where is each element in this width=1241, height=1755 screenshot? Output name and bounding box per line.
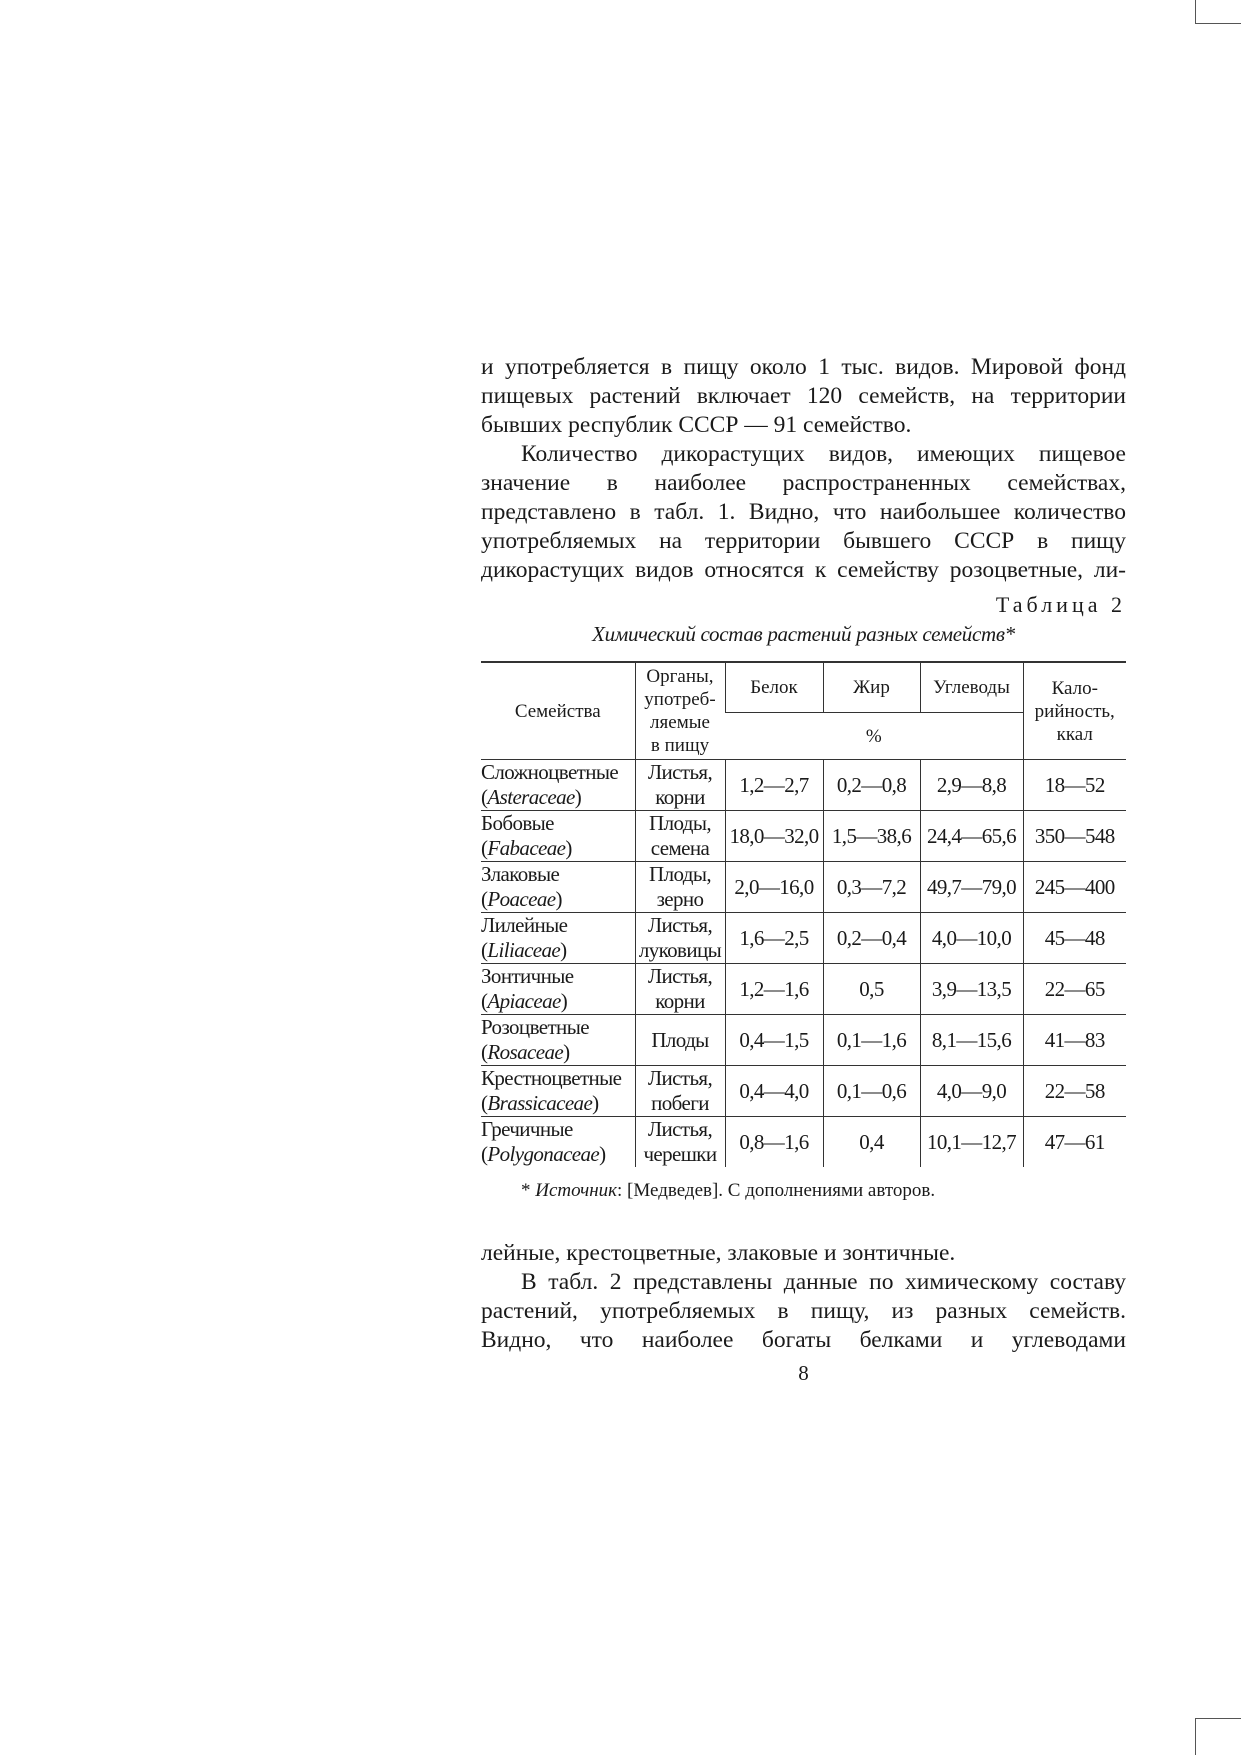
cell-calories: 45—48	[1023, 913, 1126, 964]
cell-carbs: 4,0—10,0	[920, 913, 1023, 964]
cell-protein: 0,8—1,6	[725, 1117, 823, 1168]
cell-family	[481, 1117, 635, 1168]
header-organs-line: ляемые	[650, 712, 710, 733]
chemical-composition-table	[481, 661, 1126, 1167]
cell-fat: 0,3—7,2	[823, 862, 920, 913]
cell-family	[481, 1066, 635, 1117]
organs-line: корни	[655, 785, 705, 809]
organs-line: Листья,	[647, 913, 713, 937]
cell-calories: 47—61	[1023, 1117, 1126, 1168]
crop-mark-top-vertical	[1195, 0, 1196, 24]
organs-line: Плоды,	[649, 811, 711, 835]
cell-organs	[635, 913, 725, 964]
organs-line: черешки	[643, 1142, 717, 1166]
page-content	[481, 353, 1126, 1386]
cell-protein: 18,0—32,0	[725, 811, 823, 862]
organs-line: Листья,	[647, 1066, 713, 1090]
header-calories-line: Кало-	[1051, 677, 1098, 699]
crop-mark-bottom-horizontal	[1195, 1718, 1241, 1719]
header-organs	[635, 662, 725, 760]
footnote-mark: *	[521, 1180, 531, 1201]
family-latin: (Poaceae)	[481, 887, 562, 911]
table-footnote	[521, 1179, 1126, 1203]
table-row	[481, 862, 1126, 913]
table-row	[481, 1066, 1126, 1117]
crop-mark-bottom-vertical	[1195, 1718, 1196, 1755]
organs-line: зерно	[656, 887, 704, 911]
top-paragraph	[481, 353, 1126, 440]
page-number: 8	[798, 1361, 809, 1385]
cell-protein: 1,2—2,7	[725, 760, 823, 811]
family-latin-name: Rosaceae	[487, 1040, 564, 1064]
table-row	[481, 1015, 1126, 1066]
cell-protein: 0,4—1,5	[725, 1015, 823, 1066]
cell-protein: 1,6—2,5	[725, 913, 823, 964]
organs-line: корни	[655, 989, 705, 1013]
cell-fat: 0,1—0,6	[823, 1066, 920, 1117]
cell-carbs: 24,4—65,6	[920, 811, 1023, 862]
header-calories-line: ккал	[1056, 723, 1093, 745]
header-carbs: Углеводы	[920, 662, 1023, 713]
second-paragraph	[481, 440, 1126, 585]
cell-carbs: 4,0—9,0	[920, 1066, 1023, 1117]
cell-family	[481, 811, 635, 862]
text-line: лейные, крестоцветные, злаковые и зонтичные.	[481, 1240, 956, 1266]
organs-line: Листья,	[647, 1117, 713, 1141]
cell-fat: 0,5	[823, 964, 920, 1015]
header-percent: %	[725, 713, 1023, 760]
cell-carbs: 8,1—15,6	[920, 1015, 1023, 1066]
family-latin-name: Brassicaceae	[487, 1091, 593, 1115]
family-latin: (Apiaceae)	[481, 989, 568, 1013]
cell-calories: 22—65	[1023, 964, 1126, 1015]
cell-organs	[635, 1066, 725, 1117]
family-latin: (Liliaceae)	[481, 938, 567, 962]
family-latin: (Polygonaceae)	[481, 1142, 606, 1166]
cell-family	[481, 964, 635, 1015]
cell-protein: 0,4—4,0	[725, 1066, 823, 1117]
cell-family	[481, 760, 635, 811]
text-line: значение в наиболее распространенных семействах,	[481, 470, 1126, 496]
cell-family	[481, 913, 635, 964]
family-latin: (Asteraceae)	[481, 785, 582, 809]
cell-organs	[635, 862, 725, 913]
family-latin: (Fabaceae)	[481, 836, 572, 860]
text-line: В табл. 2 представлены данные по химическому составу	[521, 1269, 1126, 1295]
header-organs-line: употреб-	[644, 689, 716, 710]
family-latin-name: Liliaceae	[487, 938, 561, 962]
text-line: и употребляется в пищу около 1 тыс. видов. Мировой фонд	[481, 354, 1126, 380]
cell-family	[481, 1015, 635, 1066]
text-line: Количество дикорастущих видов, имеющих пищевое	[521, 441, 1126, 467]
table-title: Химический состав растений разных семейств*	[592, 622, 1015, 646]
table-body	[481, 760, 1126, 1168]
cell-calories: 350—548	[1023, 811, 1126, 862]
cell-carbs: 3,9—13,5	[920, 964, 1023, 1015]
cell-organs	[635, 811, 725, 862]
family-name: Сложноцветные	[481, 760, 619, 784]
table-number: Таблица 2	[995, 592, 1126, 617]
family-latin-name: Apiaceae	[487, 989, 561, 1013]
family-name: Зонтичные	[481, 964, 574, 988]
footnote-source-label: Источник	[535, 1180, 618, 1201]
organs-line: Плоды,	[649, 862, 711, 886]
text-line: растений, употребляемых в пищу, из разных семейств.	[481, 1298, 1126, 1324]
cell-carbs: 2,9—8,8	[920, 760, 1023, 811]
organs-line: Листья,	[647, 760, 713, 784]
family-name: Крестноцветные	[481, 1066, 622, 1090]
cell-fat: 0,2—0,4	[823, 913, 920, 964]
table-row	[481, 964, 1126, 1015]
organs-line: Листья,	[647, 964, 713, 988]
family-name: Лилейные	[481, 913, 568, 937]
organs-line: побеги	[651, 1091, 709, 1115]
text-line: бывших республик СССР — 91 семейство.	[481, 412, 912, 438]
cell-organs	[635, 1117, 725, 1168]
cell-fat: 1,5—38,6	[823, 811, 920, 862]
bottom-paragraph	[481, 1239, 1126, 1355]
cell-protein: 1,2—1,6	[725, 964, 823, 1015]
cell-fat: 0,4	[823, 1117, 920, 1168]
cell-organs	[635, 760, 725, 811]
text-line: пищевых растений включает 120 семейств, на территории	[481, 383, 1126, 409]
header-calories-line: рийность,	[1034, 700, 1115, 722]
cell-fat: 0,2—0,8	[823, 760, 920, 811]
table-row	[481, 1117, 1126, 1168]
table-row	[481, 811, 1126, 862]
organs-line: Плоды	[651, 1027, 709, 1052]
cell-calories: 245—400	[1023, 862, 1126, 913]
family-name: Бобовые	[481, 811, 554, 835]
family-latin-name: Polygonaceae	[487, 1142, 600, 1166]
cell-calories: 18—52	[1023, 760, 1126, 811]
header-calories	[1023, 662, 1126, 760]
organs-line: луковицы	[638, 938, 722, 962]
header-organs-line: в пищу	[650, 735, 710, 756]
text-line: Видно, что наиболее богаты белками и углеводами	[481, 1327, 1126, 1353]
cell-calories: 41—83	[1023, 1015, 1126, 1066]
text-line: дикорастущих видов относятся к семейству розоцветные, ли-	[481, 557, 1126, 583]
family-latin-name: Asteraceae	[487, 785, 575, 809]
family-name: Гречичные	[481, 1117, 573, 1141]
table-row	[481, 760, 1126, 811]
family-latin: (Rosaceae)	[481, 1040, 570, 1064]
family-latin-name: Poaceae	[487, 887, 556, 911]
crop-mark-top-horizontal	[1195, 23, 1241, 24]
table-row	[481, 913, 1126, 964]
header-fat: Жир	[823, 662, 920, 713]
cell-carbs: 49,7—79,0	[920, 862, 1023, 913]
family-latin-name: Fabaceae	[487, 836, 566, 860]
cell-organs	[635, 964, 725, 1015]
family-latin: (Brassicaceae)	[481, 1091, 599, 1115]
footnote-text: : [Медведев]. С дополнениями авторов.	[617, 1180, 936, 1201]
header-organs-line: Органы,	[646, 666, 714, 687]
family-name: Злаковые	[481, 862, 560, 886]
cell-protein: 2,0—16,0	[725, 862, 823, 913]
family-name: Розоцветные	[481, 1015, 589, 1039]
cell-family	[481, 862, 635, 913]
cell-calories: 22—58	[1023, 1066, 1126, 1117]
cell-fat: 0,1—1,6	[823, 1015, 920, 1066]
text-line: представлено в табл. 1. Видно, что наибольшее количество	[481, 499, 1126, 525]
header-protein: Белок	[725, 662, 823, 713]
text-line: употребляемых на территории бывшего СССР в пищу	[481, 528, 1126, 554]
cell-carbs: 10,1—12,7	[920, 1117, 1023, 1168]
cell-organs	[635, 1015, 725, 1066]
header-family: Семейства	[481, 662, 635, 760]
organs-line: семена	[650, 836, 710, 860]
